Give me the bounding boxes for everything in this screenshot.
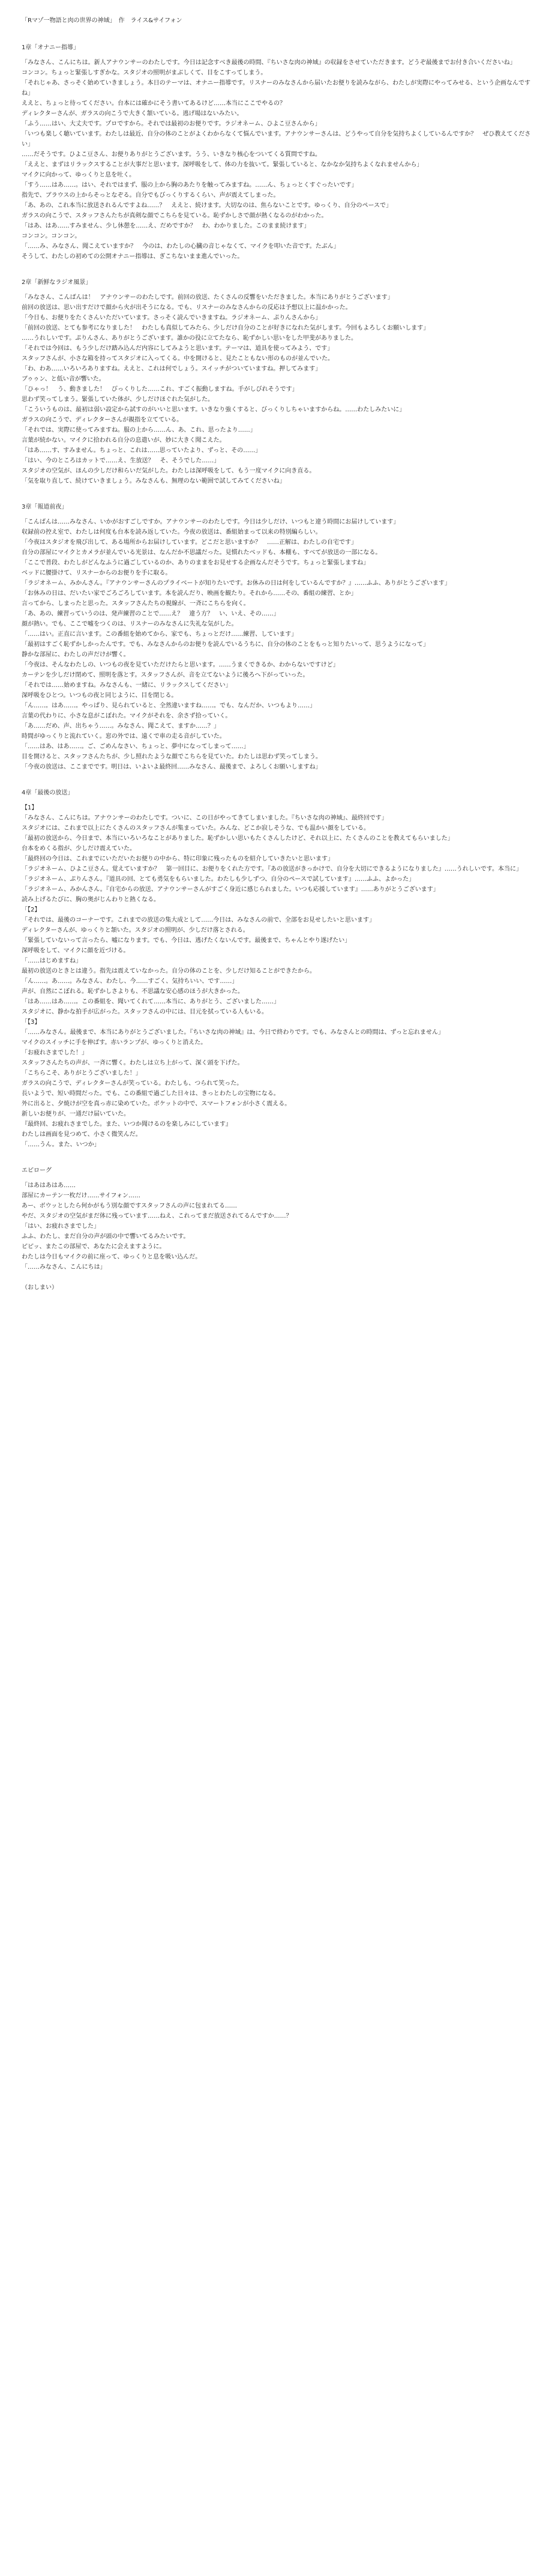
- paragraph: ガラスの向こうで、ディレクターさんが親指を立てている。: [22, 417, 183, 423]
- chapter-heading: 4章「最後の放送」: [22, 790, 74, 796]
- chapter-5: [22, 1166, 536, 1293]
- paragraph: 「みなさん、こんばんは！ アナウンサーのわたしです。前回の放送、たくさんの反響をいただきました。本当にありがとうございます」: [22, 294, 394, 301]
- paragraph: 深呼吸をして、マイクに顔を近づける。: [22, 948, 130, 954]
- paragraph: 「それじゃあ、さっそく始めていきましょう。本日のテーマは、オナニー指導です。リスナーのみなさんから届いたお便りを読みながら、わたしが実際にやってみせる、という企画なんですね」: [22, 80, 530, 97]
- paragraph: 声が、自然にこぼれる。恥ずかしさよりも、不思議な安心感のほうが大きかった。: [22, 988, 244, 995]
- paragraph: ガラスの向こうで、スタッフさんたちが真剣な顔でこちらを見ている。恥ずかしさで顔が熱くなるのがわかった。: [22, 213, 328, 219]
- paragraph: 最初の放送のときとは違う。指先は震えていなかった。自分の体のことを、少しだけ知ることができたから。: [22, 968, 316, 975]
- paragraph: 「はい、お疲れさまでした」: [22, 1223, 100, 1230]
- paragraph: 『最終回、お疲れさまでした。また、いつか聞けるのを楽しみにしています』: [22, 1121, 232, 1128]
- paragraph: 「こんばんは……みなさん、いかがおすごしですか。アナウンサーのわたしです。今日は少しだけ、いつもと違う時間にお届けしています」: [22, 519, 400, 525]
- paragraph: 「ラジオネーム、みかんさん。『アナウンサーさんのプライベートが知りたいです。お休みの日は何をしているんですか？』……ふふ、ありがとうございます」: [22, 580, 451, 587]
- paragraph: やだ、スタジオの空気がまだ体に残っています……ねえ、これってまだ放送されてるんですか……？: [22, 1213, 292, 1220]
- paragraph: 「最初の放送から、今日まで、本当にいろいろなことがありました。恥ずかしい思いもたくさんしたけど、それ以上に、たくさんのことを教えてもらいました」: [22, 835, 454, 842]
- paragraph: 「ふう……はい、大丈夫です。プロですから。それでは最初のお便りです。ラジオネーム、ひよこ豆さんから」: [22, 121, 321, 127]
- paragraph: ベッドに腰掛けて、リスナーからのお便りを手に取る。: [22, 570, 172, 576]
- paragraph: 顔が熱い。でも、ここで嘘をつくのは、リスナーのみなさんに失礼な気がした。: [22, 621, 238, 627]
- paragraph: 「はい、今のところはカットで……え、生放送？ そ、そうでした……」: [22, 458, 220, 464]
- paragraph: ええと、ちょっと待ってください。台本には確かにそう書いてあるけど……本当にここでやるの？: [22, 100, 286, 107]
- paragraph: 読み上げるたびに、胸の奥がじんわりと熱くなる。: [22, 896, 160, 903]
- paragraph: スタッフさんたちの声が、一斉に響く。わたしは立ち上がって、深く頭を下げた。: [22, 1060, 244, 1066]
- paragraph: 「すう……はあ……。はい、それではまず、服の上から胸のあたりを触ってみますね。……ん、ちょっとくすぐったいです」: [22, 182, 358, 189]
- paragraph: ピピッ、またこの部屋で、あなたに会えますように。: [22, 1244, 166, 1250]
- paragraph: スタジオに、静かな拍手が広がった。スタッフさんの中には、目元を拭っている人もいる。: [22, 1009, 268, 1015]
- paragraph: 外に出ると、夕焼けが空を真っ赤に染めていた。ポケットの中で、スマートフォンが小さく震える。: [22, 1101, 291, 1107]
- paragraph: 【1】: [22, 805, 38, 811]
- paragraph: 目を開けると、スタッフさんたちが、少し照れたような顔でこちらを見ていた。わたしは思わず笑ってしまう。: [22, 754, 322, 760]
- paragraph: 「今夜はスタジオを飛び出して、ある場所からお届けしています。どこだと思いますか？ ……正解は、わたしの自宅です」: [22, 539, 357, 546]
- paragraph: 「あ、あの、練習っていうのは、発声練習のことで……え？ 違う方？ い、いえ、その……」: [22, 611, 280, 617]
- chapter-1: [22, 43, 536, 262]
- paragraph: 「【2】: [22, 907, 41, 913]
- paragraph: 「ラジオネーム、ひよこ豆さん。覚えていますか？ 第一回目に、お便りをくれた方です。『あの放送がきっかけで、自分を大切にできるようになりました』……うれしいです。本当に」: [22, 866, 522, 872]
- paragraph: 「緊張していないって言ったら、嘘になります。でも、今日は、逃げたくないんです。最後まで、ちゃんとやり遂げたい」: [22, 937, 351, 944]
- chapter-4: [22, 788, 536, 1150]
- paragraph: 「わ、わあ……いろいろありますね。ええと、これは何でしょう。スイッチがついていますね。押してみます」: [22, 366, 322, 372]
- paragraph: ディレクターさんが、ガラスの向こうで大きく頷いている。逃げ場はないみたい。: [22, 110, 243, 117]
- paragraph: わたしは今日もマイクの前に座って、ゆっくりと息を吸い込んだ。: [22, 1254, 202, 1260]
- document-title: 「Rマゾ一物語と肉の世界の神域」 作 ライス&サイフォン: [22, 17, 182, 24]
- paragraph: ガラスの向こうで、ディレクターさんが笑っている。わたしも、つられて笑った。: [22, 1080, 243, 1087]
- paragraph: 自分の部屋にマイクとカメラが並んでいる光景は、なんだか不思議だった。見慣れたベッドも、本棚も、すべてが放送の一部になる。: [22, 549, 382, 556]
- paragraph: ブゥゥン、と低い音が響いた。: [22, 376, 105, 382]
- chapter-heading: 3章「報道前夜」: [22, 504, 68, 510]
- paragraph: （おしまい）: [22, 1284, 58, 1291]
- paragraph: 「ええと、まずはリラックスすることが大事だと思います。深呼吸をして、体の力を抜いて。緊張していると、なかなか気持ちよくなれませんから」: [22, 162, 423, 168]
- paragraph: 「あ……だめ、声、出ちゃう……。みなさん、聞こえて、ますか……？」: [22, 723, 220, 730]
- paragraph: 「ひゃっ！ う、動きました！ びっくりした……これ、すごく振動しますね。手がしびれそうです」: [22, 386, 298, 393]
- paragraph: 「それでは今回は、もう少しだけ踏み込んだ内容にしてみようと思います。テーマは、道具を使ってみよう、です」: [22, 345, 334, 352]
- paragraph: 「お休みの日は、だいたい家でごろごろしています。本を読んだり、映画を観たり。それから……その、番組の練習、とか」: [22, 590, 357, 597]
- paragraph: 「それでは……始めますね。みなさんも、一緒に、リラックスしてください」: [22, 682, 232, 689]
- paragraph: [22, 1272, 536, 1283]
- paragraph: 「はあはあはあ……: [22, 1182, 76, 1189]
- paragraph: ……うれしいです。ぷりんさん、ありがとうございます。誰かの役に立てたなら、恥ずかしい思いをした甲斐がありました。: [22, 335, 357, 342]
- paragraph: 「……み、みなさん、聞こえていますか？ 今のは、わたしの心臓の音じゃなくて、マイクを叩いた音です。たぶん」: [22, 243, 340, 250]
- paragraph: 「それでは、最後のコーナーです。これまでの放送の集大成として……今日は、みなさんの前で、全部をお見せしたいと思います」: [22, 917, 375, 924]
- paragraph: コンコン。コンコン。: [22, 233, 81, 240]
- paragraph: 指先で、ブラウスの上からそっとなぞる。自分でもびっくりするくらい、声が震えてしまった。: [22, 192, 280, 199]
- paragraph: そうして、わたしの初めての公開オナニー指導は、ぎこちないまま進んでいった。: [22, 253, 244, 260]
- paragraph: スタジオには、これまで以上にたくさんのスタッフさんが集まっていた。みんな、どこか寂しそうな、でも温かい顔をしている。: [22, 825, 370, 832]
- paragraph: コンコン。ちょっと緊張しすぎかな。スタジオの照明がまぶしくて、目をこすってしまう。: [22, 70, 267, 76]
- paragraph: 「はあ……はあ……。この番組を、聞いてくれて……本当に、ありがとう、ございました……」: [22, 999, 280, 1005]
- chapter-heading: 1章「オナニー指導」: [22, 44, 79, 51]
- paragraph: 「こういうものは、最初は弱い設定から試すのがいいと思います。いきなり強くすると、びっくりしちゃいますからね。……わたしみたいに」: [22, 407, 406, 413]
- paragraph: 思わず笑ってしまう。緊張していた体が、少しだけほぐれた気がした。: [22, 396, 214, 403]
- paragraph: 「ラジオネーム、ぷりんさん。『道具の回、とても勇気をもらいました。わたしも少しずつ、自分のペースで試しています』……ふふ、よかった」: [22, 876, 415, 883]
- paragraph: 「……はじめますね」: [22, 958, 82, 964]
- paragraph: 「【3】: [22, 1019, 41, 1026]
- paragraph: 「あ、あの、これ本当に放送されるんですよね……？ ええと、続けます。大切なのは、焦らないことです。ゆっくり、自分のペースで」: [22, 202, 392, 209]
- paragraph: ふふ、わたし、まだ自分の声が頭の中で響いてるみたいです。: [22, 1233, 190, 1240]
- paragraph: 「お疲れさまでした！」: [22, 1050, 88, 1056]
- paragraph: 収録前の控え室で、わたしは何度も台本を読み返していた。今夜の放送は、番組始まって以来の特別編らしい。: [22, 529, 322, 536]
- paragraph: 「ラジオネーム、みかんさん。『自宅からの放送、アナウンサーさんがすごく身近に感じられました。いつも応援しています』……ありがとうございます」: [22, 886, 439, 893]
- paragraph: 「今日も、お便りをたくさんいただいています。さっそく読んでいきますね。ラジオネーム、ぷりんさんから」: [22, 315, 322, 321]
- paragraph: 言ってから、しまったと思った。スタッフさんたちの視線が、一斉にこちらを向く。: [22, 600, 250, 607]
- paragraph: カーテンを少しだけ閉めて、照明を落とす。スタッフさんが、音を立てないように後ろへ下がっていった。: [22, 672, 309, 679]
- chapter-heading: エピローグ: [22, 1167, 52, 1174]
- paragraph: 部屋にカーテン一枚だけ……サイフォン……: [22, 1193, 140, 1199]
- paragraph: 言葉の代わりに、小さな息がこぼれた。マイクがそれを、余さず拾っていく。: [22, 713, 232, 719]
- paragraph: 長いようで、短い時間だった。でも、この番組で過ごした日々は、きっとわたしの宝物になる。: [22, 1090, 280, 1097]
- paragraph: 「こちらこそ、ありがとうございました！」: [22, 1070, 142, 1077]
- paragraph: 前回の放送は、思い出すだけで顔から火が出そうになる。でも、リスナーのみなさんからの反応は予想以上に温かかった。: [22, 304, 352, 311]
- paragraph: 「気を取り直して、続けていきましょう。みなさんも、無理のない範囲で試してみてくださいね」: [22, 478, 286, 485]
- paragraph: スタジオの空気が、ほんの少しだけ和らいだ気がした。わたしは深呼吸をして、もう一度マイクに向き直る。: [22, 468, 316, 474]
- chapter-2: [22, 277, 536, 486]
- paragraph: 台本をめくる指が、少しだけ震えていた。: [22, 845, 136, 852]
- paragraph: 新しいお便りが、一通だけ届いていた。: [22, 1111, 130, 1117]
- paragraph: 「……みなさん。最後まで、本当にありがとうございました。『ちいさな肉の神域』は、今日で終わりです。でも、みなさんとの時間は、ずっと忘れません」: [22, 1029, 444, 1036]
- paragraph: 深呼吸をひとつ。いつもの夜と同じように、目を閉じる。: [22, 692, 178, 699]
- paragraph: ……だそうです。ひよこ豆さん、お便りありがとうございます。うう、いきなり核心をついてくる質問ですね。: [22, 151, 321, 158]
- paragraph: 時間がゆっくりと流れていく。窓の外では、遠くで車の走る音がしていた。: [22, 733, 226, 740]
- paragraph: 「はあ、はあ……すみません、少し休憩を……え、だめですか？ わ、わかりました。このまま続けます」: [22, 223, 310, 229]
- paragraph: 「……はあ、はあ……。ご、ごめんなさい、ちょっと、夢中になってしまって……」: [22, 743, 250, 750]
- paragraph: 「最初はすごく恥ずかしかったんです。でも、みなさんからのお便りを読んでいるうちに、自分の体のことをもっと知りたいって、思うようになって」: [22, 641, 429, 648]
- paragraph: マイクに向かって、ゆっくりと息を吐く。: [22, 172, 136, 178]
- paragraph: 「……みなさん、こんにちは」: [22, 1264, 106, 1271]
- chapter-3: [22, 502, 536, 772]
- chapter-heading: 2章「新鮮なラジオ風景」: [22, 279, 92, 286]
- paragraph: 「前回の放送、とても参考になりました！ わたしも真似してみたら、少しだけ自分のことが好きになれた気がします。今回もよろしくお願いします」: [22, 325, 430, 331]
- paragraph: マイクのスイッチに手を伸ばす。赤いランプが、ゆっくりと消えた。: [22, 1039, 207, 1046]
- paragraph: 「最終回の今日は、これまでにいただいたお便りの中から、特に印象に残ったものを紹介していきたいと思います」: [22, 856, 334, 862]
- paragraph: 静かな部屋に、わたしの声だけが響く。: [22, 652, 130, 658]
- paragraph: 言葉が続かない。マイクに拾われる自分の息遣いが、妙に大きく聞こえた。: [22, 437, 226, 444]
- paragraph: 「ん……。はあ……。やっぱり、見られていると、全然違いますね……。でも、なんだか、いつもより……」: [22, 703, 316, 709]
- paragraph: あー、ボウッとしたら何かがもう別な顔ですスタッフさんの声に包まれてる……: [22, 1203, 237, 1209]
- chapter-list: [22, 43, 536, 1293]
- paragraph: 「……うん。また、いつか」: [22, 1141, 100, 1148]
- paragraph: 「それでは、実際に使ってみますね。服の上から……ん、あ、これ、思ったより……」: [22, 427, 256, 434]
- paragraph: 「みなさん、こんにちは。新人アナウンサーのわたしです。今日は記念すべき最後の時間、『ちいさな肉の神域』の収録をさせていただきます。どうぞ最後までお付き合いくださいね」: [22, 59, 516, 66]
- paragraph: スタッフさんが、小さな箱を持ってスタジオに入ってくる。中を開けると、見たこともない形のものが並んでいた。: [22, 355, 334, 362]
- paragraph: ディレクターさんが、ゆっくりと頷いた。スタジオの照明が、少しだけ落とされる。: [22, 927, 249, 934]
- paragraph: 「ん……。あ……。みなさん、わたし、今……すごく、気持ちいい、です……」: [22, 978, 238, 985]
- paragraph: 「今夜は、そんなわたしの、いつもの夜を見ていただけたらと思います。……うまくできるか、わからないですけど」: [22, 662, 339, 668]
- paragraph: 「みなさん、こんにちは。アナウンサーのわたしです。ついに、この日がやってきてしまいました。『ちいさな肉の神域』、最終回です」: [22, 815, 388, 821]
- paragraph: 「今夜の放送は、ここまでです。明日は、いよいよ最終回……みなさん、最後まで、よろしくお願いしますね」: [22, 764, 322, 770]
- paragraph: わたしは画面を見つめて、小さく微笑んだ。: [22, 1131, 142, 1138]
- paragraph: 「ここで普段、わたしがどんなふうに過ごしているのか、ありのままをお見せする企画なんだそうです。ちょっと緊張しますね」: [22, 560, 370, 566]
- paragraph: 「……はい。正直に言います。この番組を始めてから、家でも、ちょっとだけ……練習、しています」: [22, 631, 298, 638]
- paragraph: 「はあ……す、すみません。ちょっと、これは……思っていたより、ずっと、その……」: [22, 447, 262, 454]
- paragraph: 「いつも楽しく聴いています。わたしは最近、自分の体のことがよくわからなくて悩んでいます。アナウンサーさんは、どうやって自分を気持ちよくしているんですか？ ぜひ教えてください」: [22, 131, 531, 148]
